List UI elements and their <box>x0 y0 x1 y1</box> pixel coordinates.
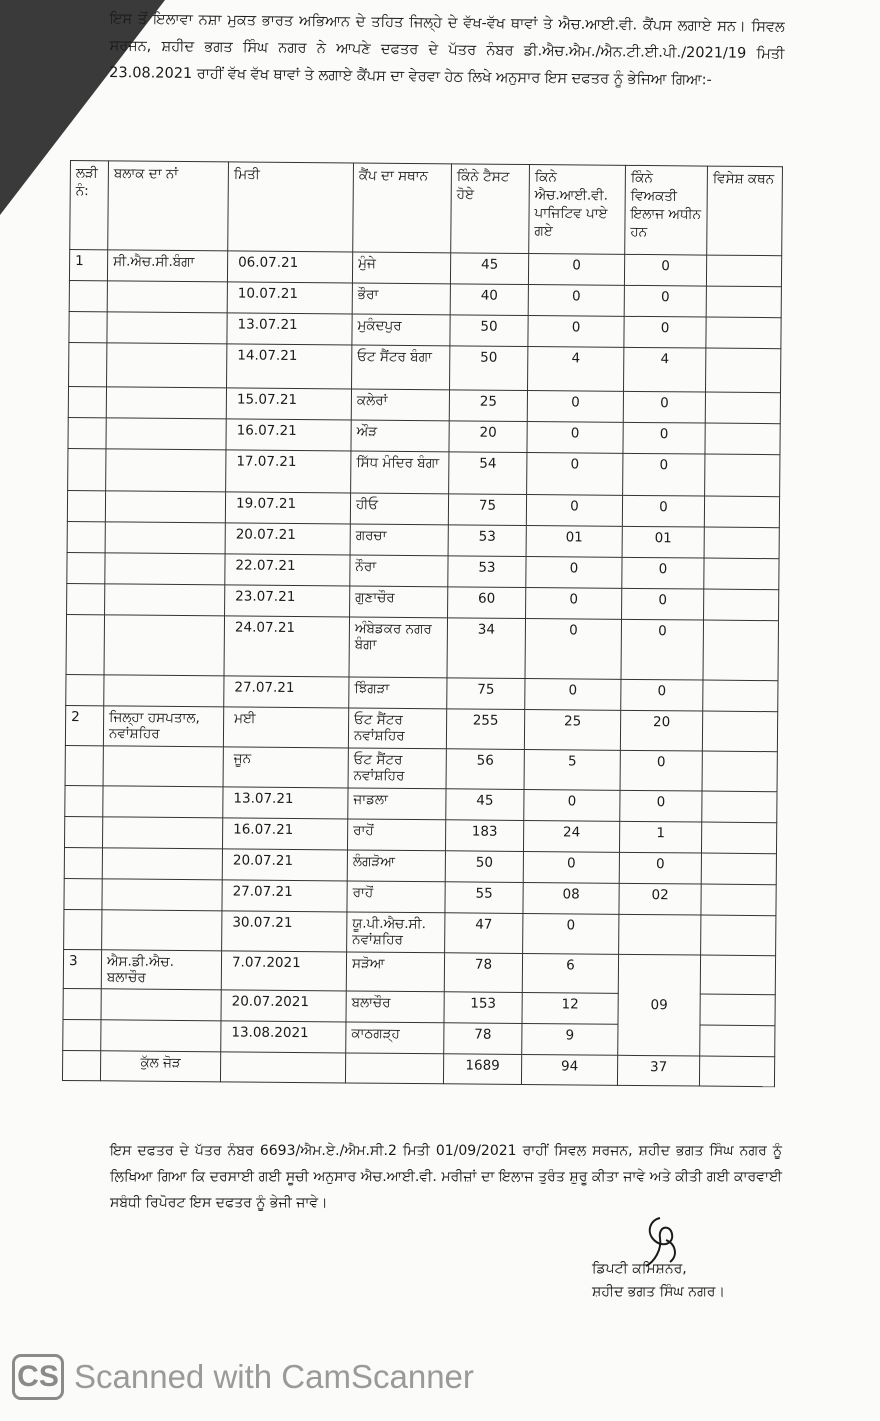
cell-tests: 34 <box>447 618 526 679</box>
designation-block <box>592 1258 725 1304</box>
cell-block <box>105 491 225 523</box>
cell-sr <box>63 1019 101 1050</box>
cell-date: 20.07.21 <box>225 523 350 555</box>
cell-positive: 0 <box>523 913 619 954</box>
camp-table <box>62 160 783 1087</box>
cell-positive: 0 <box>524 789 620 821</box>
cell-date: 20.07.21 <box>222 849 347 881</box>
cell-treatment: 01 <box>622 526 704 558</box>
header-remarks: ਵਿਸੇਸ਼ ਕਥਨ <box>707 166 783 256</box>
cell-sr <box>66 674 104 705</box>
cell-block <box>103 786 223 818</box>
cell-positive: 5 <box>524 749 620 790</box>
cell-sr <box>68 417 106 448</box>
cell-date: 10.07.21 <box>227 282 352 314</box>
cell-remarks <box>702 711 777 752</box>
cell-positive: 0 <box>526 556 622 588</box>
cell-date: 15.07.21 <box>226 388 351 420</box>
table-row <box>68 448 780 496</box>
cell-sr <box>66 614 105 674</box>
cell-place: ਗਰਚਾ <box>350 524 448 556</box>
cell-sr: 1 <box>69 250 107 281</box>
cell-positive: 4 <box>528 347 624 392</box>
cell-block <box>102 817 222 849</box>
cell-block <box>103 746 223 787</box>
cell-treatment <box>619 914 701 955</box>
cell-block <box>104 675 224 707</box>
cell-sr: 2 <box>65 705 103 745</box>
cell-date: 27.07.21 <box>222 880 347 912</box>
cell-treatment: 0 <box>621 619 704 680</box>
cell-treatment: 0 <box>621 679 703 711</box>
cell-treatment: 0 <box>622 588 704 620</box>
cell-place: ਸਿੱਧ ਮੰਦਿਰ ਬੰਗਾ <box>351 451 449 494</box>
cell-place: ਜਾਡਲਾ <box>348 788 446 820</box>
cell-place: ਝਿੰਗੜਾ <box>349 677 447 709</box>
cell-date: 13.08.2021 <box>221 1021 346 1053</box>
cell-tests: 75 <box>448 494 526 526</box>
cell-tests: 153 <box>444 992 522 1024</box>
cell-block <box>107 281 227 313</box>
table-row <box>65 705 777 751</box>
cell-block: ਜਿਲ੍ਹਾ ਹਸਪਤਾਲ, ਨਵਾਂਸ਼ਹਿਰ <box>103 706 223 747</box>
cell-sr <box>68 386 106 417</box>
cell-treatment: 0 <box>622 557 704 589</box>
cell-remarks <box>705 454 780 497</box>
cell-treatment: 0 <box>624 285 706 317</box>
cell-sr <box>63 988 101 1019</box>
cell-positive: 0 <box>528 254 624 286</box>
cell-remarks <box>702 791 777 823</box>
cell-remarks <box>704 558 779 590</box>
cell-tests: 20 <box>449 421 527 453</box>
cell-sr <box>67 552 105 583</box>
cell-sr <box>67 583 105 614</box>
cell-block <box>106 418 226 450</box>
cell-block <box>107 312 227 344</box>
cell-positive: 12 <box>522 992 618 1024</box>
cell-remarks <box>704 496 779 528</box>
cell-remarks <box>703 680 778 712</box>
cell-tests: 45 <box>450 253 528 285</box>
cell-date: 23.07.21 <box>225 585 350 617</box>
cell-tests: 54 <box>449 452 527 495</box>
cell-tests: 25 <box>449 390 527 422</box>
header-sr: ਲੜੀ ਨੰ: <box>70 161 109 250</box>
cell-place: ਕਲੇਰਾਂ <box>351 389 449 421</box>
cell-tests: 78 <box>444 1023 522 1055</box>
cell-tests: 53 <box>448 556 526 588</box>
cell-block <box>101 1020 221 1052</box>
cell-treatment: 0 <box>623 453 705 496</box>
cell-place: ਓਟ ਸੈਂਟਰ ਬੰਗਾ <box>352 345 450 390</box>
cell-positive: 9 <box>522 1023 618 1055</box>
designation-place: ਸ਼ਹੀਦ ਭਗਤ ਸਿੰਘ ਨਗਰ। <box>592 1284 725 1300</box>
cell-place: ਰਾਹੋਂ <box>347 881 445 913</box>
cell-remarks <box>700 955 775 995</box>
cell-sr: 3 <box>63 949 101 988</box>
header-treatment: ਕਿੰਨੇ ਵਿਅਕਤੀ ਇਲਾਜ ਅਧੀਨ ਹਨ <box>625 165 708 255</box>
cell-tests: 183 <box>445 820 523 852</box>
cell-block <box>101 989 221 1021</box>
cell-positive: 0 <box>527 422 623 454</box>
cell-place: ਅੰਬੇਡਕਰ ਨਗਰ ਬੰਗਾ <box>349 617 448 678</box>
cell-treatment: 0 <box>624 316 706 348</box>
cell-tests: 75 <box>447 678 525 710</box>
cell-treatment: 0 <box>620 790 702 822</box>
cell-positive: 0 <box>528 316 624 348</box>
cell-positive: 25 <box>524 709 620 750</box>
cell-sr <box>68 448 106 490</box>
cell-positive: 0 <box>526 587 622 619</box>
cell-date: 24.07.21 <box>224 616 350 677</box>
cell-treatment: 02 <box>619 883 701 915</box>
cell-treatment: 0 <box>619 852 701 884</box>
cell-sr <box>65 785 103 816</box>
cell-place: ਸੜੋਆ <box>346 952 444 992</box>
cell-remarks <box>706 317 781 349</box>
cell-positive: 0 <box>528 285 624 317</box>
cell-tests: 55 <box>445 882 523 914</box>
table-row <box>69 342 781 392</box>
cell-place: ਮੁੰਜੇ <box>352 252 450 284</box>
camp-table-wrapper <box>62 160 783 1087</box>
total-tests: 1689 <box>443 1054 521 1085</box>
cell-treatment: 1 <box>619 821 701 853</box>
cell-block <box>105 522 225 554</box>
cell-remarks <box>704 527 779 559</box>
camscanner-logo: CS <box>12 1354 64 1400</box>
cell-place: ਲੰਗੜੋਆ <box>347 850 445 882</box>
footer-paragraph: ਇਸ ਦਫਤਰ ਦੇ ਪੱਤਰ ਨੰਬਰ 6693/ਐਮ.ਏ./ਐਮ.ਸੀ.2 ਮਿਤੀ 01/09/2021 ਰਾਹੀਂ ਸਿਵਲ ਸਰਜਨ, ਸ਼ਹੀਦ ਭਗਤ ਸਿੰਘ ਨਗਰ ਨੂੰ ਲਿਖਿਆ ਗਿਆ ਕਿ ਦਰਸਾਈ ਗਈ ਸੂਚੀ ਅਨੁਸਾਰ ਐਚ.ਆਈ.ਵੀ. ਮਰੀਜ਼ਾਂ ਦਾ ਇਲਾਜ ਤੁਰੰਤ ਸ਼ੁਰੂ ਕੀਤਾ ਜਾਵੇ ਅਤੇ ਕੀਤੀ ਗਈ ਕਾਰਵਾਈ ਸਬੰਧੀ ਰਿਪੋਰਟ ਇਸ ਦਫਤਰ ਨੂੰ ਭੇਜੀ ਜਾਵੇ। <box>110 1143 782 1211</box>
cell-sr <box>64 909 102 949</box>
cell-tests: 53 <box>448 525 526 557</box>
total-row <box>62 1050 774 1086</box>
cell-positive: 6 <box>522 953 618 993</box>
cell-sr <box>69 280 107 311</box>
cell-date: 7.07.2021 <box>221 951 346 991</box>
cell-sr <box>64 847 102 878</box>
cell-place: ਨੌਰਾ <box>350 555 448 587</box>
cell-place: ਯੂ.ਪੀ.ਐਚ.ਸੀ. ਨਵਾਂਸ਼ਹਿਰ <box>347 912 445 953</box>
cell-positive: 0 <box>523 851 619 883</box>
header-block: ਬਲਾਕ ਦਾ ਨਾਂ <box>108 161 229 251</box>
cell-tests: 78 <box>444 953 522 993</box>
cell-block <box>102 910 222 951</box>
cell-sr <box>69 342 107 386</box>
cell-sr <box>64 878 102 909</box>
table-row <box>65 745 777 791</box>
cell-date: 16.07.21 <box>222 818 347 850</box>
cell-tests: 45 <box>446 789 524 821</box>
cell-block <box>106 387 226 419</box>
cell-remarks <box>704 589 779 621</box>
intro-section <box>109 6 785 95</box>
table-row <box>66 614 778 680</box>
cell-block <box>102 879 222 911</box>
cell-tests: 60 <box>448 587 526 619</box>
cell-place: ਓਟ ਸੈਂਟਰ ਨਵਾਂਸ਼ਹਿਰ <box>348 708 446 749</box>
total-treatment: 37 <box>617 1055 699 1086</box>
cell-positive: 01 <box>526 525 622 557</box>
cell-date: 16.07.21 <box>226 419 351 451</box>
cell-block: ਐਸ.ਡੀ.ਐਚ. ਬਲਾਚੌਰ <box>101 950 221 990</box>
table-row <box>63 949 775 994</box>
cell-positive: 0 <box>525 618 622 679</box>
cell-remarks <box>700 994 775 1026</box>
cell-positive: 0 <box>527 452 623 495</box>
cell-treatment: 20 <box>620 710 702 751</box>
cell-remarks <box>701 884 776 916</box>
camscanner-text: Scanned with CamScanner <box>74 1358 474 1395</box>
cell-remarks <box>705 348 780 393</box>
cell-block <box>104 615 225 676</box>
cell-remarks <box>706 255 781 287</box>
cell-place: ਬਲਾਚੌਰ <box>346 991 444 1023</box>
cell-tests: 50 <box>445 851 523 883</box>
total-positive: 94 <box>521 1054 617 1085</box>
cell-place: ਕਾਠਗੜ੍ਹ <box>346 1022 444 1054</box>
cell-positive: 24 <box>523 820 619 852</box>
cell-tests: 56 <box>446 749 524 790</box>
cell-date: 22.07.21 <box>225 554 350 586</box>
intro-paragraph: ਇਸ ਤੋਂ ਇਲਾਵਾ ਨਸ਼ਾ ਮੁਕਤ ਭਾਰਤ ਅਭਿਆਨ ਦੇ ਤਹਿਤ ਜਿਲ੍ਹੇ ਦੇ ਵੱਖ-ਵੱਖ ਥਾਵਾਂ ਤੇ ਐਚ.ਆਈ.ਵੀ. ਕੈਂਪਸ ਲਗਾਏ ਸਨ। ਸਿਵਲ ਸਰਜਨ, ਸ਼ਹੀਦ ਭਗਤ ਸਿੰਘ ਨਗਰ ਨੇ ਆਪਣੇ ਦਫਤਰ ਦੇ ਪੱਤਰ ਨੰਬਰ ਡੀ.ਐਚ.ਐਮ./ਐਨ.ਟੀ.ਈ.ਪੀ./2021/19 ਮਿਤੀ 23.08.2021 ਰਾਹੀਂ ਵੱਖ ਵੱਖ ਥਾਵਾਂ ਤੇ ਲਗਾਏ ਕੈਂਪਸ ਦਾ ਵੇਰਵਾ ਹੇਠ ਲਿਖੇ ਅਨੁਸਾਰ ਇਸ ਦਫਤਰ ਨੂੰ ਭੇਜਿਆ ਗਿਆ:- <box>109 10 785 89</box>
cell-place: ਰਾਹੋਂ <box>347 819 445 851</box>
cell-place: ਗੁਣਾਚੌਰ <box>350 586 448 618</box>
cell-tests: 47 <box>445 913 523 954</box>
cell-date: 14.07.21 <box>227 344 352 389</box>
cell-sr <box>65 816 103 847</box>
cell-treatment: 0 <box>622 495 704 527</box>
header-tests: ਕਿੰਨੇ ਟੈਸਟ ਹੋਏ <box>451 164 530 254</box>
cell-sr <box>65 745 103 785</box>
cell-date: ਜੂਨ <box>223 747 348 788</box>
cell-date: 20.07.2021 <box>221 990 346 1022</box>
cell-place: ਭੌਰਾ <box>352 283 450 315</box>
cell-tests: 50 <box>450 315 528 347</box>
cell-positive: 0 <box>526 494 622 526</box>
cell-treatment: 0 <box>623 391 705 423</box>
table-header-row <box>70 161 783 256</box>
cell-remarks <box>705 423 780 455</box>
cell-date: 30.07.21 <box>222 911 347 952</box>
total-label: ਕੁੱਲ ਜੋੜ <box>100 1051 220 1082</box>
cell-place: ਮੁਕੰਦਪੁਰ <box>352 314 450 346</box>
cell-date: 27.07.21 <box>224 676 349 708</box>
designation-title: ਡਿਪਟੀ ਕਮਿਸ਼ਨਰ, <box>592 1261 687 1277</box>
cell-block: ਸੀ.ਐਚ.ਸੀ.ਬੰਗਾ <box>107 250 227 282</box>
footer-section <box>110 1138 782 1216</box>
cell-block <box>106 449 226 492</box>
cell-remarks <box>706 286 781 318</box>
header-date: ਮਿਤੀ <box>228 162 354 252</box>
cell-place: ਓਟ ਸੈਂਟਰ ਨਵਾਂਸ਼ਹਿਰ <box>348 748 446 789</box>
cell-remarks <box>702 751 777 792</box>
cell-sr <box>69 311 107 342</box>
camscanner-watermark <box>12 1354 474 1400</box>
cell-remarks <box>705 392 780 424</box>
cell-treatment: 09 <box>618 954 701 1056</box>
cell-remarks <box>703 620 779 681</box>
cell-date: ਮਈ <box>223 707 348 748</box>
cell-block <box>105 584 225 616</box>
cell-positive: 0 <box>527 391 623 423</box>
cell-tests: 50 <box>450 346 528 391</box>
cell-date: 17.07.21 <box>226 450 351 493</box>
cell-date: 19.07.21 <box>225 492 350 524</box>
cell-date: 13.07.21 <box>227 313 352 345</box>
cell-date: 13.07.21 <box>223 787 348 819</box>
cell-block <box>105 553 225 585</box>
cell-treatment: 4 <box>624 347 706 392</box>
cell-sr <box>67 490 105 521</box>
cell-tests: 40 <box>450 284 528 316</box>
cell-block <box>107 343 227 388</box>
cell-treatment: 0 <box>620 750 702 791</box>
cell-sr <box>67 521 105 552</box>
cell-remarks <box>701 853 776 885</box>
cell-remarks <box>700 1025 775 1057</box>
cell-treatment: 0 <box>623 422 705 454</box>
table-row <box>64 909 776 955</box>
cell-remarks <box>701 915 776 956</box>
cell-place: ਔੜ <box>351 420 449 452</box>
cell-remarks <box>701 822 776 854</box>
header-positive: ਕਿਨੇ ਐਚ.ਆਈ.ਵੀ. ਪਾਜਿਟਿਵ ਪਾਏ ਗਏ <box>529 165 626 255</box>
cell-positive: 08 <box>523 882 619 914</box>
table-body <box>63 250 782 1057</box>
header-place: ਕੈਂਪ ਦਾ ਸਥਾਨ <box>353 163 452 253</box>
cell-tests: 255 <box>446 709 524 750</box>
cell-positive: 0 <box>525 678 621 710</box>
cell-block <box>102 848 222 880</box>
cell-treatment: 0 <box>624 254 706 286</box>
cell-place: ਹੀਓ <box>350 493 448 525</box>
cell-date: 06.07.21 <box>227 251 352 283</box>
